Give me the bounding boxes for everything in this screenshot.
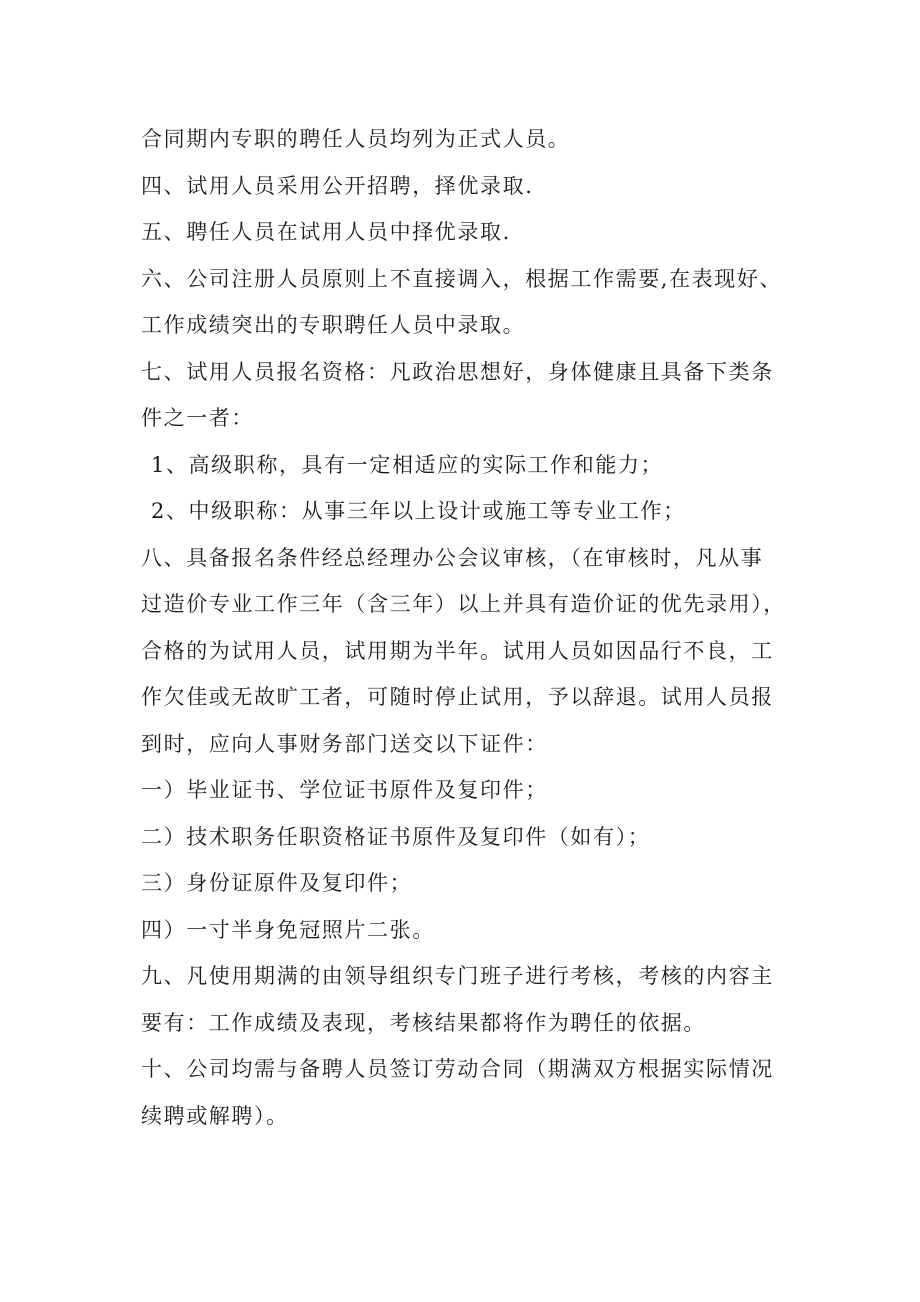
paragraph-line: 作欠佳或无故旷工者，可随时停止试用，予以辞退。试用人员报: [141, 685, 774, 709]
list-item: 1、高级职称，具有一定相适应的实际工作和能力；: [151, 452, 664, 477]
document-body: [141, 116, 791, 1139]
paragraph-line: 到时，应向人事财务部门送交以下证件：: [141, 731, 548, 756]
paragraph-line: 工作成绩突出的专职聘任人员中录取。: [141, 313, 526, 337]
list-item: 2、中级职称：从事三年以上设计或施工等专业工作；: [151, 499, 686, 523]
paragraph-line: 八、具备报名条件经总经理办公会议审核，（在审核时，凡从事: [141, 545, 764, 570]
paragraph-line: 件之一者：: [141, 406, 254, 430]
paragraph-line: 续聘或解聘）。: [141, 1103, 289, 1128]
list-item: 一）毕业证书、学位证书原件及复印件；: [141, 778, 548, 802]
paragraph-line: 六、公司注册人员原则上不直接调入，根据工作需要,在表现好、: [141, 266, 783, 291]
paragraph-line: 合格的为试用人员，试用期为半年。试用人员如因品行不良，工: [141, 638, 774, 663]
paragraph-line: 九、凡使用期满的由领导组织专门班子进行考核，考核的内容主: [141, 964, 774, 988]
list-item: 四）一寸半身免冠照片二张。: [141, 917, 435, 942]
paragraph-line: 五、聘任人员在试用人员中择优录取.: [141, 220, 511, 244]
paragraph-line: 过造价专业工作三年（含三年）以上并具有造价证的优先录用），: [141, 592, 786, 616]
list-item: 二）技术职务任职资格证书原件及复印件（如有）；: [141, 824, 651, 849]
paragraph-line: 四、试用人员采用公开招聘，择优录取.: [141, 173, 534, 198]
paragraph-line: 七、试用人员报名资格：凡政治思想好，身体健康且具备下类条: [141, 359, 774, 384]
paragraph-line: 要有：工作成绩及表现，考核结果都将作为聘任的依据。: [141, 1010, 706, 1035]
list-item: 三）身份证原件及复印件；: [141, 871, 413, 895]
paragraph-line: 合同期内专职的聘任人员均列为正式人员。: [141, 127, 571, 151]
paragraph-line: 十、公司均需与备聘人员签订劳动合同（期满双方根据实际情况: [141, 1057, 774, 1081]
